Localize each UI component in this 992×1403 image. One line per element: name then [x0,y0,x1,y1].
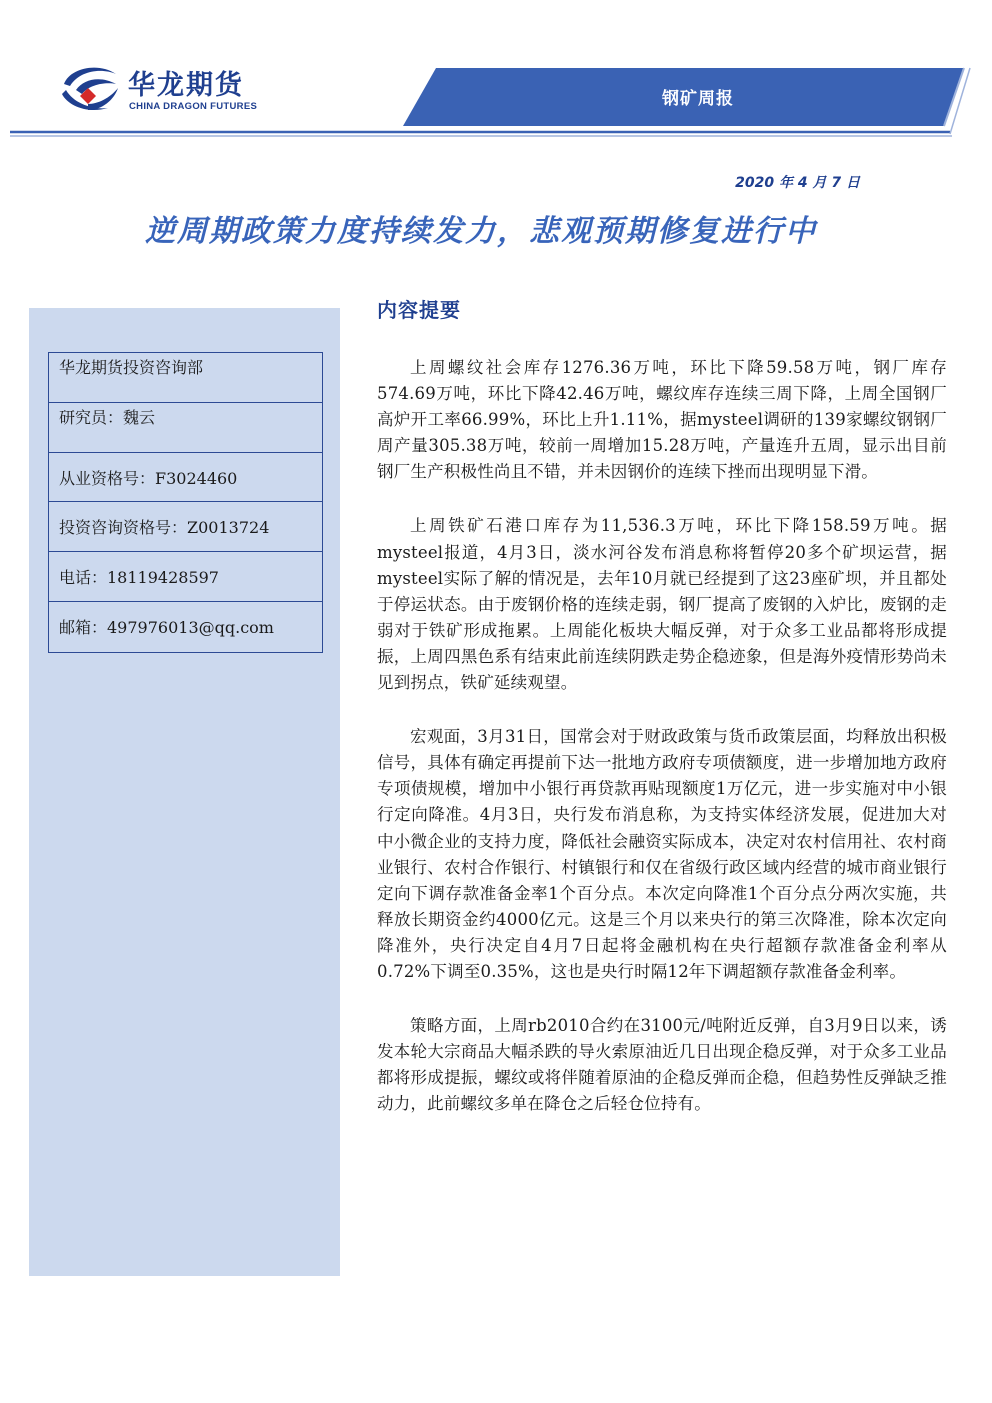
advisory-qualification-number: 投资咨询资格号：Z0013724 [49,502,322,552]
summary-paragraph: 宏观面，3月31日，国常会对于财政政策与货币政策层面，均释放出积极信号，具体有确定再提前下达一批地方政府专项债额度，进一步增加地方政府专项债规模，增加中小银行再贷款再贴现额度1万亿元，进一步实施对中小银行定向降准。4月3日，央行发布消息称，为支持实体经济发展，促进加大对中小微企业的支持力度，降低社会融资实际成本，决定对农村信用社、农村商业银行、农村合作银行、村镇银行和仅在省级行政区域内经营的城市商业银行定向下调存款准备金率1个百分点。本次定向降准1个百分点分两次实施，共释放长期资金约4000亿元。这是三个月以来央行的第三次降准，除本次定向降准外，央行决定自4月7日起将金融机构在央行超额存款准备金利率从0.72%下调至0.35%，这也是央行时隔12年下调超额存款准备金利率。 [377,727,947,981]
qualification-number: 从业资格号：F3024460 [49,453,322,503]
summary-paragraph: 策略方面，上周rb2010合约在3100元/吨附近反弹，自3月9日以来，诱发本轮大宗商品大幅杀跌的导火索原油近几日出现企稳反弹，对于众多工业品都将形成提振，螺纹或将伴随着原油的企稳反弹而企稳，但趋势性反弹缺乏推动力，此前螺纹多单在降仓之后轻仓位持有。 [377,1016,947,1114]
report-type-label: 钢矿周报 [662,89,734,109]
contact-info-box [48,352,323,653]
email-address: 邮箱：497976013@qq.com [59,617,274,637]
report-title: 逆周期政策力度持续发力，悲观预期修复进行中 [145,214,817,249]
summary-paragraph: 上周螺纹社会库存1276.36万吨，环比下降59.58万吨，钢厂库存574.69万吨，环比下降42.46万吨，螺纹库存连续三周下降，上周全国钢厂高炉开工率66.99%，环比上升1.11%，据mysteel调研的139家螺纹钢钢厂周产量305.38万吨，较前一周增加15.28万吨，产量连升五周，显示出目前钢厂生产积极性尚且不错，并未因钢价的连续下挫而出现明显下滑。 [377,358,947,482]
department-label: 华龙期货投资咨询部 [49,353,322,403]
brand-name-cn: 华龙期货 [128,70,244,101]
brand-name-en: CHINA DRAGON FUTURES [129,101,258,112]
summary-paragraph: 上周铁矿石港口库存为11,536.3万吨，环比下降158.59万吨。据mysteel报道，4月3日，淡水河谷发布消息称将暂停20多个矿坝运营，据mysteel实际了解的情况是，去年10月就已经提到了这23座矿坝，并且都处于停运状态。由于废钢价格的连续走弱，钢厂提高了废钢的入炉比，废钢的走弱对于铁矿形成拖累。上周能化板块大幅反弹，对于众多工业品都将形成提振，上周四黑色系有结束此前连续阴跌走势企稳迹象，但是海外疫情形势尚未见到拐点，铁矿延续观望。 [377,516,947,693]
researcher-label: 研究员：魏云 [49,403,322,453]
header-banner [0,60,992,140]
sidebar-panel [29,308,340,1276]
summary-heading: 内容提要 [377,298,461,322]
report-date: 2020 年 4 月 7 日 [735,175,860,191]
phone-number: 电话：18119428597 [49,552,322,602]
summary-body [377,355,947,1145]
